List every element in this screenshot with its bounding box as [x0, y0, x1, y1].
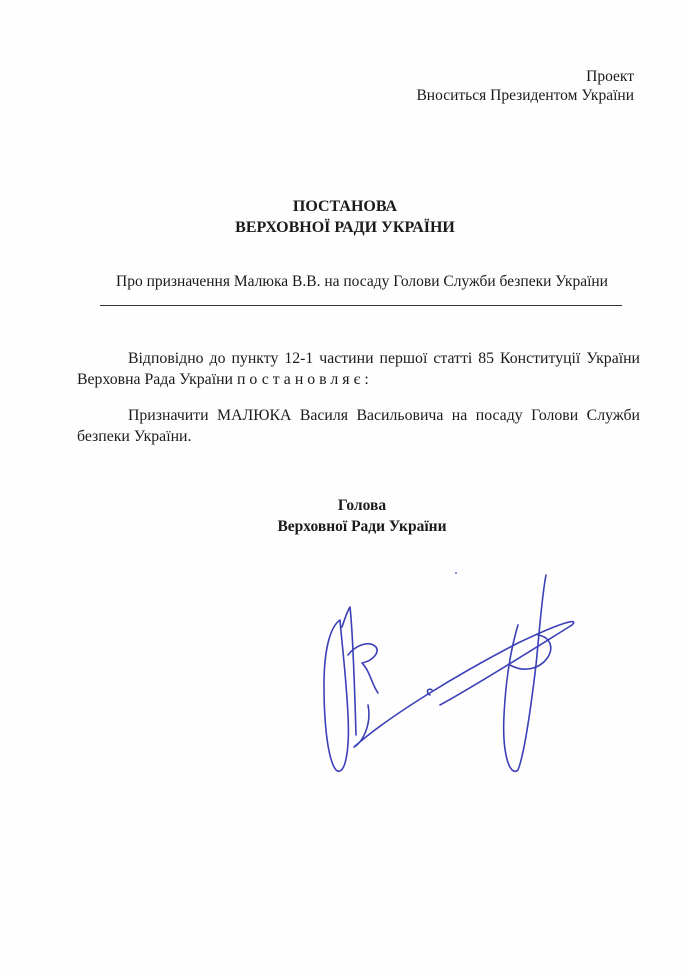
draft-label: Проект	[586, 68, 634, 85]
subject-underline	[100, 305, 622, 306]
document-subject: Про призначення Малюка В.В. на посаду Голови Служби безпеки України	[116, 273, 608, 290]
handwritten-signature	[290, 565, 590, 785]
preamble-text: Відповідно до пункту 12-1 частини першої статті 85 Конституції України Верховна Рада України	[77, 350, 640, 388]
header-note	[416, 67, 634, 105]
resolves-word: постановляє:	[236, 371, 373, 388]
signatory-title: Голова	[337, 497, 387, 514]
document-title	[0, 196, 690, 238]
preamble-paragraph	[77, 348, 640, 390]
resolution-paragraph: Призначити МАЛЮКА Василя Васильовича на посаду Голови Служби безпеки України.	[77, 407, 640, 445]
signatory-body: Верховної Ради України	[277, 518, 447, 535]
title-line-2: ВЕРХОВНОЇ РАДИ УКРАЇНИ	[235, 219, 455, 236]
signatory-block	[0, 495, 690, 537]
title-line-1: ПОСТАНОВА	[292, 198, 398, 215]
submitted-by-label: Вноситься Президентом України	[416, 87, 634, 104]
